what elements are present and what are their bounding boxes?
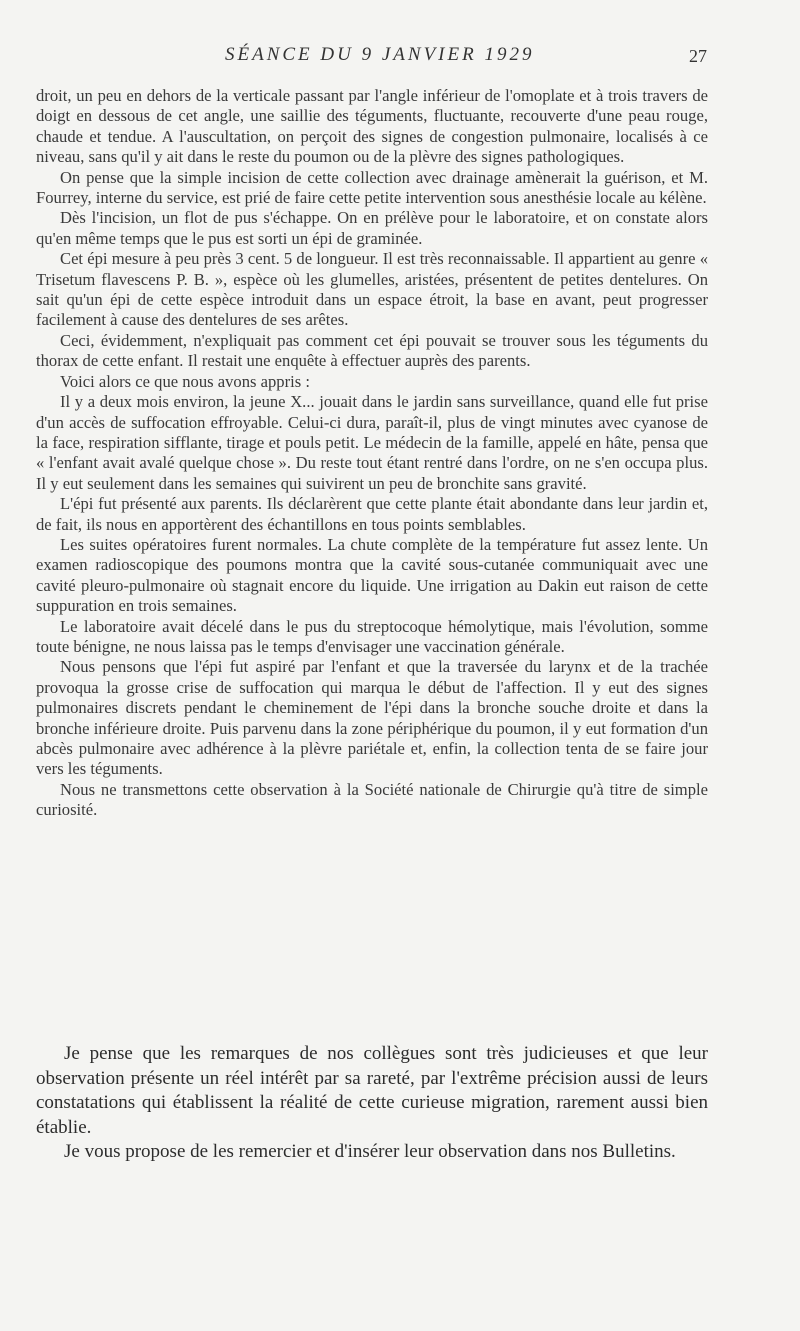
conclusion-paragraph: Je vous propose de les remercier et d'insérer leur observation dans nos Bulletins. xyxy=(64,1141,676,1162)
report-paragraph: Les suites opératoires furent normales. La chute complète de la température fut assez lente. Un examen radioscopique des poumons montra que la cavité sous-cutanée communiquait avec une cavité pleuro-pulmonaire où stagnait encore du liquide. Une irrigation au Dakin eut raison de cette suppuration en trois semaines. xyxy=(36,534,708,616)
page-header xyxy=(0,44,800,68)
report-paragraph: Il y a deux mois environ, la jeune X... jouait dans le jardin sans surveillance, quand elle fut prise d'un accès de suffocation effroyable. Celui-ci dura, paraît-il, plus de vingt minutes avec cyanose de la face, respiration sifflante, tirage et pouls petit. Le médecin de la famille, appelé en hâte, pensa que « l'enfant avait avalé quelque chose ». Du reste tout étant rentré dans l'ordre, on ne s'en occupa plus. Il y eut seulement dans les semaines qui suivirent un peu de bronchite sans gravité. xyxy=(36,392,708,493)
page-number: 27 xyxy=(689,46,707,66)
conclusion-body xyxy=(36,1042,708,1165)
report-body xyxy=(36,86,708,821)
report-paragraph: Cet épi mesure à peu près 3 cent. 5 de longueur. Il est très reconnaissable. Il appartient au genre « Trisetum flavescens P. B. », espèce où les glumelles, aristées, présentent de petites dentelures. On sait qu'un épi de cette espèce introduit dans un espace étroit, la base en avant, peut progresser facilement à cause des dentelures de ses arêtes. xyxy=(36,249,708,330)
conclusion-paragraph: Je pense que les remarques de nos collègues sont très judicieuses et que leur observation présente un réel intérêt par sa rareté, par l'extrême précision aussi de leurs constatations qui établissent la réalité de cette curieuse migration, rarement aussi bien établie. xyxy=(36,1043,708,1138)
report-paragraph: Nous pensons que l'épi fut aspiré par l'enfant et que la traversée du larynx et de la trachée provoqua la grosse crise de suffocation qui marqua le début de l'affection. Il y eut des signes pulmonaires discrets pendant le cheminement de l'épi dans la bronche souche droite et dans la bronche inférieure droite. Puis parvenu dans la zone périphérique du poumon, il y eut formation d'un abcès pulmonaire avec adhérence à la plèvre pariétale et, enfin, la collection tenta de se faire jour vers les téguments. xyxy=(36,657,708,779)
report-paragraph: Voici alors ce que nous avons appris : xyxy=(60,371,310,391)
report-paragraph: Dès l'incision, un flot de pus s'échappe. On en prélève pour le laboratoire, et on constate alors qu'en même temps que le pus est sorti un épi de graminée. xyxy=(36,208,708,248)
report-paragraph: On pense que la simple incision de cette collection avec drainage amènerait la guérison, et M. Fourrey, interne du service, est prié de faire cette petite intervention sous anesthésie locale au kélène. xyxy=(36,167,708,208)
report-paragraph: Ceci, évidemment, n'expliquait pas comment cet épi pouvait se trouver sous les téguments du thorax de cette enfant. Il restait une enquête à effectuer auprès des parents. xyxy=(36,330,708,371)
report-paragraph: L'épi fut présenté aux parents. Ils déclarèrent que cette plante était abondante dans leur jardin et, de fait, ils nous en apportèrent des échantillons en tous points semblables. xyxy=(36,494,708,534)
report-paragraph: Nous ne transmettons cette observation à la Société nationale de Chirurgie qu'à titre de simple curiosité. xyxy=(36,779,708,820)
report-paragraph: droit, un peu en dehors de la verticale passant par l'angle inférieur de l'omoplate et à trois travers de doigt en dessous de cet angle, une saillie des téguments, fluctuante, recouverte d'une peau rouge, chaude et tendue. A l'auscultation, on perçoit des signes de congestion pulmonaire, localisés à ce niveau, sans qu'il y ait dans le reste du poumon ou de la plèvre des signes pathologiques. xyxy=(36,86,708,167)
running-title: SÉANCE DU 9 JANVIER 1929 xyxy=(225,44,535,65)
report-paragraph: Le laboratoire avait décelé dans le pus du streptocoque hémolytique, mais l'évolution, somme toute bénigne, ne nous laissa pas le temps d'envisager une vaccination générale. xyxy=(36,616,708,656)
